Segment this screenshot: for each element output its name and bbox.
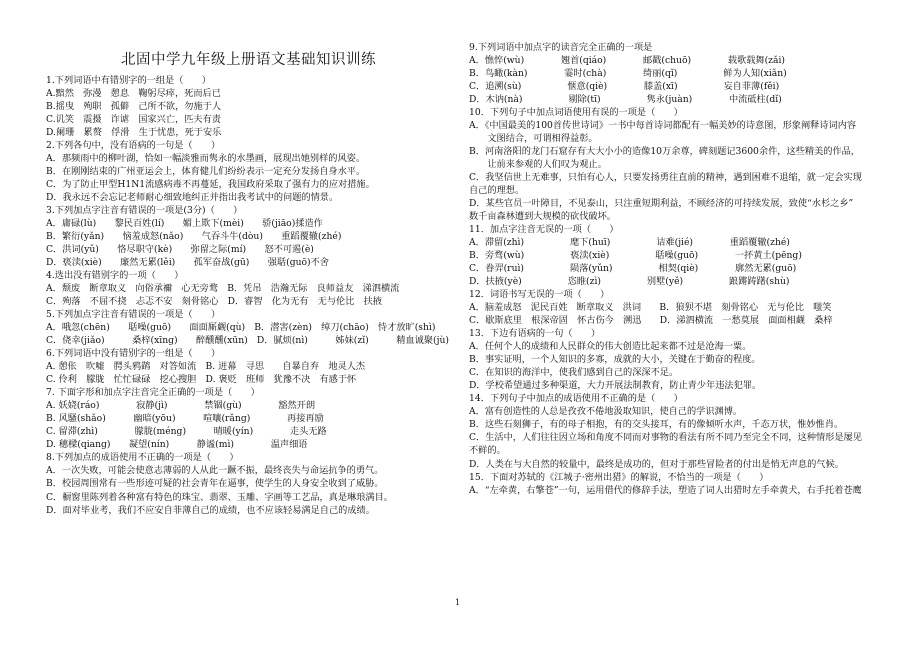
text-line: C．洪词(yǔ) 恪尽职守(kè) 弥留之际(mí) 怒不可遏(è) — [46, 244, 314, 256]
right-column — [469, 41, 899, 497]
text-line: C．生活中，人们往往因立场和角度不同而对事物的看法有所不同乃至完全不同，这种情形是屡见 — [469, 432, 862, 444]
text-line: 不鲜的。 — [469, 445, 506, 457]
text-line: C．在知识的海洋中，使我们感到自己的深深不足。 — [469, 367, 679, 379]
text-line: 12．词语书写无误的一项（ ） — [469, 289, 610, 301]
text-line: A．《中国最美的100首传世诗词》一书中每首诗词都配有一幅美妙的诗意图，形象阐释诗词内容 — [469, 120, 857, 132]
text-line: 1.下列词语中有错别字的一组是（ ） — [46, 75, 211, 86]
text-line: 10．下列句子中加点词语使用有误的一项是（ ） — [469, 107, 683, 119]
text-line: A. 憩伥 吹嘘 腭头鸦鹋 对答如流 B. 迸幕 寻思 自暴自弃 地灵人杰 — [46, 361, 366, 373]
text-line: C．殉落 不屈不挠 忐忑不安 刻骨铭心 D．睿智 化为无有 无与伦比 扶掖 — [46, 296, 382, 308]
text-line: D. 穗樑(qiang) 凝望(nín) 静谧(mì) 温声细语 — [46, 439, 308, 451]
text-line: B．河南洛阳的龙门石窟存有大大小小的造像10万余尊，碑刻题记3600余件，这些精美的作品， — [469, 146, 860, 158]
text-line: C．追溯(sù) 惬意(qiè) 膝盖(xī) 妄自菲薄(fěi) — [469, 81, 780, 93]
text-line: A．一次失败，可能会使意志薄弱的人从此一蹶不振，最终丧失与命运抗争的勇气。 — [46, 465, 384, 477]
text-line: A．那频雨中的柳叶湖，恰如一幅淡雅而隽永的水墨画，展现出她别样的风姿。 — [46, 153, 366, 165]
text-line: B．校园周围常有一些形迹可疑的社会青年在逼事，使学生的人身安全收到了威胁。 — [46, 478, 384, 490]
text-line: D．我永远不会忘记老师耐心细致地纠正并指出我考试中的问题的情景。 — [46, 192, 339, 204]
text-line: A．哦忽(chēn) 聒噪(guō) 面面厮觑(qù) B．潜害(zèn) 绰刀(chāo) 恃才放旷(shì) — [46, 322, 436, 334]
text-line: A．憔悴(wù) 翘首(qiáo) 邮戳(chuō) 载歌载舞(zǎi) — [469, 55, 785, 67]
text-line: 6.下列词语中没有错别字的一组是（ ） — [46, 348, 221, 360]
text-line: A．颓废 断章取义 向俗承禰 心无旁鹜 B．凭吊 浩瀚无际 良师益友 涕泗横流 — [46, 283, 400, 295]
text-line: 让前来参观的人们叹为观止。 — [469, 159, 607, 171]
text-line: C.讥笑 震摄 诈谑 国家兴亡，匹夫有责 — [46, 114, 221, 126]
text-line: C．为了防止甲型H1N1流感病毒不再蔓延，我国政府采取了强有力的应对措施。 — [46, 179, 375, 191]
text-line: B.摇曳 殉职 孤僻 己所不欲，勿施于人 — [46, 101, 222, 113]
right-question-list — [469, 41, 899, 497]
text-line: 15．下面对苏轼的《江城子·密州出猎》的解说，不恰当的一项是（ ） — [469, 471, 769, 483]
text-line: 9.下列词语中加点字的读音完全正确的一项是 — [469, 42, 653, 53]
text-line: C．眷羿(ruì) 陨落(yǔn) 相契(qiè) 廓然无累(guō) — [469, 263, 797, 275]
text-line: D．人类在与大自然的较量中，最终是成功的，但对于那些冒险者的付出是悄无声息的气候。 — [469, 458, 844, 470]
text-line: 7. 下面字形和加点字注音完全正确的一项是（ ） — [46, 387, 260, 399]
text-line: A．庸碌(lù) 黎民百姓(lí) 媚上欺下(mèi) 骄(jiāo)揉造作 — [46, 218, 323, 230]
text-line: B．这些石刻狮子，有的母子相抱，有的交头接耳，有的像倾听水声，千态万状，惟妙惟肖。 — [469, 419, 844, 431]
text-line: A．脑羞成怒 泥民百姓 断章取义 洪词 B．狼狈不堪 刻骨铭心 无与伦比 嗤笑 — [469, 302, 832, 314]
text-line: C. 留滞(zhì) 朦胧(méng) 晴暖(yín) 走头无路 — [46, 426, 327, 438]
text-line: D．亵渎(xiè) 廉然无累(lěi) 孤军奋战(gū) 强聒(guō)不舍 — [46, 257, 329, 269]
text-line: 文图结合，可谓相得益彰。 — [469, 133, 598, 145]
text-line: 3.下列加点字注音有错误的一项是(3分)（ ） — [46, 205, 243, 217]
text-line: 11．加点字注音无误的一项（ ） — [469, 224, 619, 236]
text-line: 13．下边有语病的一句（ ） — [469, 328, 601, 340]
text-line: B．在刚刚结束的广州亚运会上，体育健儿们纷纷表示一定充分发扬自身水平。 — [46, 166, 366, 178]
text-line: A. 妖娆(ráo) 寂静(jì) 禁锢(gù) 豁然开朗 — [46, 400, 316, 412]
text-line: D.阑珊 累赘 俘滑 生于忧患，死于安乐 — [46, 127, 222, 139]
text-line: C．我坚信世上无难事，只怕有心人，只要发扬勇往直前的精神，遇到困难不退缩，就一定会实现 — [469, 172, 862, 184]
text-line: C．侥幸(jiǎo) 桑梓(xīng) 醉醺醺(xūn) D．腻烦(nì) 姊妹(zǐ) 精血诚聚(jù) — [46, 335, 449, 347]
text-line: D．木讷(nà) 剔除(tī) 隽永(juàn) 中流砥柱(dǐ) — [469, 94, 782, 106]
text-line: A．任何个人的成绩和人民群众的伟大创造比起来都不过是沧海一粟。 — [469, 341, 752, 353]
text-line: A．富有创造性的人总是孜孜不倦地汲取知识，使自己的学识渊博。 — [469, 406, 743, 418]
text-line: D．面对毕业考，我们不应安自菲薄自己的成绩，也不应该轻易满足自己的成绩。 — [46, 504, 375, 516]
text-line: 数千亩森林遭到大规模的砍伐破坏。 — [469, 211, 616, 223]
left-question-list — [46, 74, 451, 517]
text-line: 8.下列加点的成语使用不正确的一项是（ ） — [46, 452, 239, 464]
text-line: B．繁衍(yǎn) 恼羞成怒(nǎo) 气吞斗牛(dòu) 重蹈覆辙(zhé) — [46, 231, 342, 243]
text-line: A.黯然 弥漫 憩息 鞠躬尽瘁，死而后已 — [46, 88, 221, 100]
text-line: C. 伶利 朦胧 忙忙碌碌 挖心搜胆 D. 褒贬 班师 犹豫不决 有感于怀 — [46, 374, 357, 386]
page-title: 北固中学九年级上册语文基础知识训练 — [121, 52, 376, 68]
text-line: D．某些官员一叶障目，不见泰山，只注重短期利益，不顾经济的可持续发展，致使“水杉之乡” — [469, 198, 854, 210]
text-line: B. 风騷(shǎo) 幽暗(yōu) 喧嚷(rǎng) 再接再励 — [46, 413, 324, 425]
text-line: 5.下列加点字注音有错误的一项是（ ） — [46, 309, 221, 321]
text-line: 2.下列各句中，没有语病的一句是（ ） — [46, 140, 221, 152]
text-line: B．事实证明，一个人知识的多寡，成就的大小，关键在于勤奋的程度。 — [469, 354, 761, 366]
text-line: 4.选出没有错别字的一项（ ） — [46, 270, 184, 282]
text-line: D．学校希望通过多种渠道，大力开展法制教育，防止青少年违法犯罪。 — [469, 380, 762, 392]
text-line: A．滞留(zhì) 麾下(huī) 诘难(jié) 重蹈覆辙(zhé) — [469, 237, 790, 249]
text-line: B．鸟瞰(kàn) 霎时(chà) 绮丽(qǐ) 鲜为人知(xiǎn) — [469, 68, 787, 80]
text-line: B．旁骛(wù) 亵渎(xiè) 聒噪(guō) 一抔黄土(pēng) — [469, 250, 802, 262]
text-line: C．橱窗里陈列着各种富有特色的珠宝、翡翠、玉雕、字画等工艺品，真是琳琅满目。 — [46, 491, 393, 503]
text-line: C．歇斯底里 根深帝固 怀古伤今 溯迅 D．涕泗横流 一愁莫展 面面相觑 桑梓 — [469, 315, 833, 327]
left-column — [46, 36, 451, 517]
text-line: D．扶掖(yè) 恣睢(zì) 别墅(yě) 踉蹡踌躇(shù) — [469, 276, 790, 288]
text-line: 14．下列句子中加点的成语使用不正确的是（ ） — [469, 393, 683, 405]
text-line: 自己的理想。 — [469, 185, 525, 197]
text-line: A．“左牵黄，右擎苍”一句，运用借代的修辞手法，塑造了词人出猎时左手牵黄犬，右手托着苍鹰 — [469, 484, 862, 496]
page-number: 1 — [455, 598, 461, 607]
